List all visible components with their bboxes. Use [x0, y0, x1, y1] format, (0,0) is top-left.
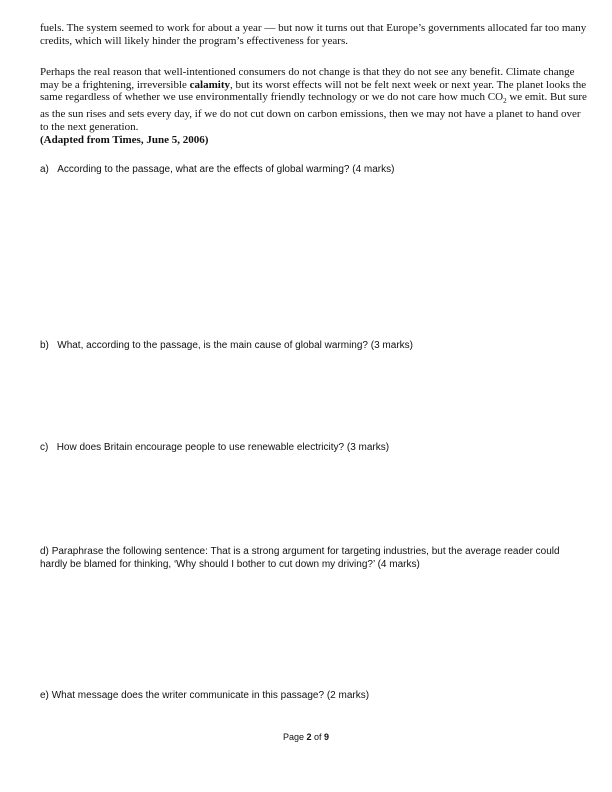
question-label: e): [40, 690, 49, 701]
page-footer: [0, 732, 612, 742]
paragraph-text: we emit. But sure as the sun rises and sets every day, if we do not cut down on carbon emissions, then we may not have a planet to hand over to the next generation.: [40, 91, 587, 133]
question-e: [40, 690, 588, 703]
question-label: b): [40, 340, 49, 351]
total-page-count: 9: [324, 732, 330, 742]
current-page-number: 2: [306, 732, 312, 742]
subscript-2: 2: [503, 97, 507, 106]
question-label: c): [40, 442, 49, 453]
question-b: [40, 340, 588, 353]
passage-paragraph-2: [40, 66, 588, 133]
paragraph-text: , but its worst effects will not be felt next week or next year. The planet looks the same regardless of whether we use environmentally friendly technology or we do not care how much CO: [40, 78, 587, 104]
question-text: What message does the writer communicate in this passage? (2 marks): [51, 690, 370, 701]
footer-middle: of: [311, 732, 325, 742]
question-a: [40, 164, 588, 177]
footer-prefix: Page: [282, 732, 307, 742]
question-d: [40, 546, 588, 571]
question-text: According to the passage, what are the effects of global warming? (4 marks): [57, 164, 395, 175]
paragraph-text: Perhaps the real reason that well-intentioned consumers do not change is that they do not see any benefit. Climate change may be a frightening, irreversible: [40, 66, 575, 91]
passage-source: (Adapted from Times, June 5, 2006): [40, 134, 209, 146]
passage-paragraph-1: fuels. The system seemed to work for about a year — but now it turns out that Europe’s governments allocated far too many credits, which will likely hinder the program’s effectiveness for years.: [40, 22, 587, 47]
question-label: d): [40, 546, 49, 557]
question-text: What, according to the passage, is the main cause of global warming? (3 marks): [57, 340, 413, 351]
emphasized-word-calamity: calamity: [189, 78, 230, 91]
question-label: a): [40, 164, 49, 175]
question-text: How does Britain encourage people to use renewable electricity? (3 marks): [56, 442, 390, 453]
question-text: Paraphrase the following sentence: That is a strong argument for targeting industries, but the average reader could hardly be blamed for thinking, ‘Why should I bother to cut down my driving?’ (4 marks): [40, 546, 560, 570]
question-c: [40, 442, 588, 455]
